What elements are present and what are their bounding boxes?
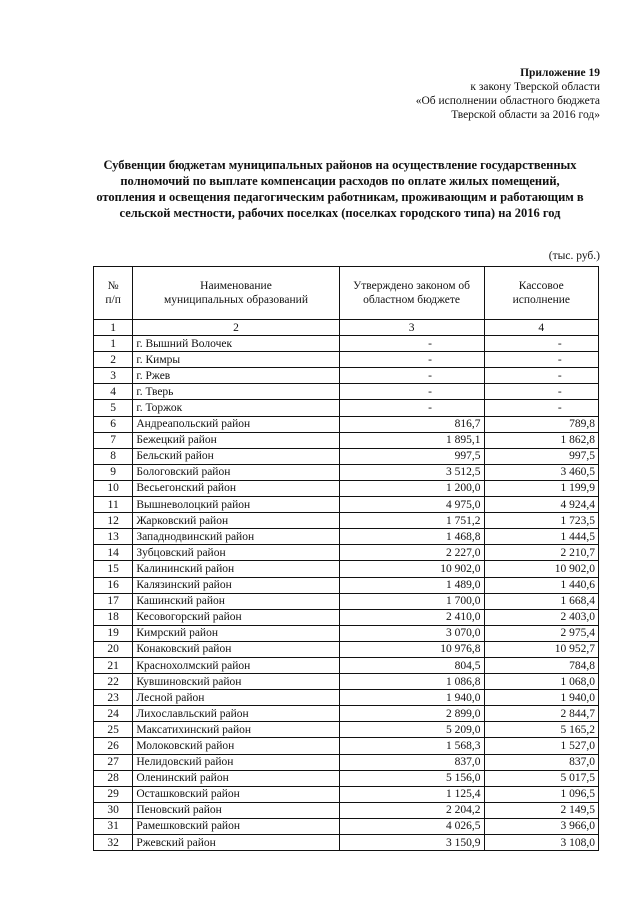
row-number: 30	[94, 802, 133, 818]
row-executed: 789,8	[484, 416, 598, 432]
row-approved: 5 209,0	[339, 722, 484, 738]
table-row	[94, 770, 599, 786]
row-name: Конаковский район	[133, 641, 339, 657]
row-approved: -	[339, 400, 484, 416]
row-name: Кесовогорский район	[133, 609, 339, 625]
row-number: 29	[94, 786, 133, 802]
table-row	[94, 818, 599, 834]
table-row	[94, 593, 599, 609]
table-row	[94, 786, 599, 802]
row-executed: 1 668,4	[484, 593, 598, 609]
title-line-3: отопления и освещения педагогическим работникам, проживающим и работающим в	[96, 190, 584, 204]
header-approved: Утверждено законом об областном бюджете	[339, 267, 484, 320]
row-approved: -	[339, 352, 484, 368]
row-name: Кимрский район	[133, 625, 339, 641]
table-row	[94, 722, 599, 738]
row-approved: 2 227,0	[339, 545, 484, 561]
row-approved: 997,5	[339, 448, 484, 464]
row-number: 13	[94, 529, 133, 545]
unit-label: (тыс. руб.)	[548, 250, 600, 262]
header-name: Наименование муниципальных образований	[133, 267, 339, 320]
table-row	[94, 674, 599, 690]
row-executed: 1 862,8	[484, 432, 598, 448]
row-executed: 1 527,0	[484, 738, 598, 754]
table-row	[94, 448, 599, 464]
row-name: Бологовский район	[133, 464, 339, 480]
row-name: Жарковский район	[133, 513, 339, 529]
row-executed: 997,5	[484, 448, 598, 464]
row-approved: 5 156,0	[339, 770, 484, 786]
row-name: Нелидовский район	[133, 754, 339, 770]
row-approved: 10 976,8	[339, 641, 484, 657]
row-name: Андреапольский район	[133, 416, 339, 432]
row-number: 21	[94, 657, 133, 673]
row-executed: 4 924,4	[484, 497, 598, 513]
row-name: Весьегонский район	[133, 480, 339, 496]
document-title	[80, 157, 600, 221]
row-approved: 2 410,0	[339, 609, 484, 625]
table-header-row	[94, 267, 599, 320]
table-row	[94, 513, 599, 529]
table-row	[94, 368, 599, 384]
row-name: Молоковский район	[133, 738, 339, 754]
row-executed: -	[484, 368, 598, 384]
row-name: Кувшиновский район	[133, 674, 339, 690]
row-executed: -	[484, 400, 598, 416]
row-approved: 1 940,0	[339, 690, 484, 706]
row-number: 11	[94, 497, 133, 513]
row-approved: 2 899,0	[339, 706, 484, 722]
table-row	[94, 754, 599, 770]
table-row	[94, 432, 599, 448]
row-executed: 1 723,5	[484, 513, 598, 529]
row-name: Калязинский район	[133, 577, 339, 593]
row-executed: -	[484, 384, 598, 400]
row-executed: 5 017,5	[484, 770, 598, 786]
row-executed: 1 096,5	[484, 786, 598, 802]
row-approved: 4 975,0	[339, 497, 484, 513]
row-name: Рамешковский район	[133, 818, 339, 834]
row-number: 27	[94, 754, 133, 770]
row-approved: 1 125,4	[339, 786, 484, 802]
row-number: 17	[94, 593, 133, 609]
row-name: Бельский район	[133, 448, 339, 464]
row-executed: -	[484, 336, 598, 352]
header-line-3: Тверской области за 2016 год»	[451, 109, 600, 121]
row-name: Вышневолоцкий район	[133, 497, 339, 513]
row-number: 2	[94, 352, 133, 368]
row-name: г. Торжок	[133, 400, 339, 416]
row-approved: 804,5	[339, 657, 484, 673]
row-name: Лихославльский район	[133, 706, 339, 722]
col-number-2: 2	[133, 320, 339, 336]
table-row	[94, 336, 599, 352]
row-approved: 1 468,8	[339, 529, 484, 545]
title-line-1: Субвенции бюджетам муниципальных районов на осуществление государственных	[103, 158, 577, 172]
header-line-2: «Об исполнении областного бюджета	[415, 95, 600, 107]
row-approved: 1 895,1	[339, 432, 484, 448]
row-name: Ржевский район	[133, 835, 339, 851]
row-number: 31	[94, 818, 133, 834]
row-number: 28	[94, 770, 133, 786]
document-header	[416, 66, 600, 122]
table-row	[94, 384, 599, 400]
row-name: Пеновский район	[133, 802, 339, 818]
row-name: Бежецкий район	[133, 432, 339, 448]
row-number: 24	[94, 706, 133, 722]
row-number: 7	[94, 432, 133, 448]
row-number: 5	[94, 400, 133, 416]
row-number: 12	[94, 513, 133, 529]
row-number: 22	[94, 674, 133, 690]
row-number: 15	[94, 561, 133, 577]
row-executed: 10 902,0	[484, 561, 598, 577]
table-row	[94, 400, 599, 416]
row-number: 32	[94, 835, 133, 851]
row-number: 26	[94, 738, 133, 754]
row-name: г. Кимры	[133, 352, 339, 368]
appendix-label: Приложение 19	[520, 67, 600, 79]
row-executed: 3 966,0	[484, 818, 598, 834]
row-approved: 10 902,0	[339, 561, 484, 577]
title-line-4: сельской местности, рабочих поселках (поселках городского типа) на 2016 год	[119, 206, 561, 220]
table-row	[94, 529, 599, 545]
row-executed: 2 844,7	[484, 706, 598, 722]
table-row	[94, 497, 599, 513]
row-number: 9	[94, 464, 133, 480]
table-row	[94, 706, 599, 722]
row-approved: 3 150,9	[339, 835, 484, 851]
row-name: г. Ржев	[133, 368, 339, 384]
row-number: 23	[94, 690, 133, 706]
row-name: Калининский район	[133, 561, 339, 577]
row-name: Зубцовский район	[133, 545, 339, 561]
table-row	[94, 641, 599, 657]
table-row	[94, 802, 599, 818]
row-name: Западнодвинский район	[133, 529, 339, 545]
col-number-4: 4	[484, 320, 598, 336]
row-name: Максатихинский район	[133, 722, 339, 738]
row-executed: 2 149,5	[484, 802, 598, 818]
row-executed: 2 403,0	[484, 609, 598, 625]
row-name: Кашинский район	[133, 593, 339, 609]
header-executed: Кассовое исполнение	[484, 267, 598, 320]
title-line-2: полномочий по выплате компенсации расходов по оплате жилых помещений,	[120, 174, 560, 188]
row-executed: 3 108,0	[484, 835, 598, 851]
row-approved: -	[339, 368, 484, 384]
row-approved: -	[339, 384, 484, 400]
row-approved: 1 200,0	[339, 480, 484, 496]
table-row	[94, 690, 599, 706]
row-executed: 1 444,5	[484, 529, 598, 545]
row-number: 8	[94, 448, 133, 464]
table-row	[94, 352, 599, 368]
table-row	[94, 835, 599, 851]
row-approved: 2 204,2	[339, 802, 484, 818]
row-number: 16	[94, 577, 133, 593]
column-number-row	[94, 320, 599, 336]
row-name: Оленинский район	[133, 770, 339, 786]
row-executed: 1 440,6	[484, 577, 598, 593]
table-row	[94, 625, 599, 641]
row-approved: 3 512,5	[339, 464, 484, 480]
row-executed: -	[484, 352, 598, 368]
row-approved: -	[339, 336, 484, 352]
subsidy-table	[93, 266, 599, 851]
row-approved: 1 568,3	[339, 738, 484, 754]
table-row	[94, 561, 599, 577]
table-row	[94, 577, 599, 593]
row-number: 14	[94, 545, 133, 561]
row-approved: 1 489,0	[339, 577, 484, 593]
row-name: Краснохолмский район	[133, 657, 339, 673]
row-approved: 1 751,2	[339, 513, 484, 529]
row-approved: 816,7	[339, 416, 484, 432]
row-executed: 837,0	[484, 754, 598, 770]
table-row	[94, 545, 599, 561]
table-row	[94, 464, 599, 480]
row-executed: 784,8	[484, 657, 598, 673]
row-approved: 837,0	[339, 754, 484, 770]
table-row	[94, 609, 599, 625]
row-approved: 1 700,0	[339, 593, 484, 609]
row-approved: 3 070,0	[339, 625, 484, 641]
row-number: 3	[94, 368, 133, 384]
row-name: г. Тверь	[133, 384, 339, 400]
row-number: 4	[94, 384, 133, 400]
header-number: № п/п	[94, 267, 133, 320]
row-number: 10	[94, 480, 133, 496]
row-name: Осташковский район	[133, 786, 339, 802]
table-row	[94, 480, 599, 496]
row-executed: 1 068,0	[484, 674, 598, 690]
row-executed: 1 940,0	[484, 690, 598, 706]
row-executed: 10 952,7	[484, 641, 598, 657]
row-executed: 2 975,4	[484, 625, 598, 641]
row-executed: 2 210,7	[484, 545, 598, 561]
table-row	[94, 416, 599, 432]
row-executed: 1 199,9	[484, 480, 598, 496]
row-number: 6	[94, 416, 133, 432]
table-row	[94, 738, 599, 754]
col-number-1: 1	[94, 320, 133, 336]
header-line-1: к закону Тверской области	[470, 81, 600, 93]
row-approved: 4 026,5	[339, 818, 484, 834]
col-number-3: 3	[339, 320, 484, 336]
row-executed: 3 460,5	[484, 464, 598, 480]
row-name: г. Вышний Волочек	[133, 336, 339, 352]
row-name: Лесной район	[133, 690, 339, 706]
row-approved: 1 086,8	[339, 674, 484, 690]
row-number: 20	[94, 641, 133, 657]
row-number: 25	[94, 722, 133, 738]
row-number: 18	[94, 609, 133, 625]
table-body	[94, 336, 599, 851]
row-number: 1	[94, 336, 133, 352]
row-executed: 5 165,2	[484, 722, 598, 738]
table-row	[94, 657, 599, 673]
row-number: 19	[94, 625, 133, 641]
